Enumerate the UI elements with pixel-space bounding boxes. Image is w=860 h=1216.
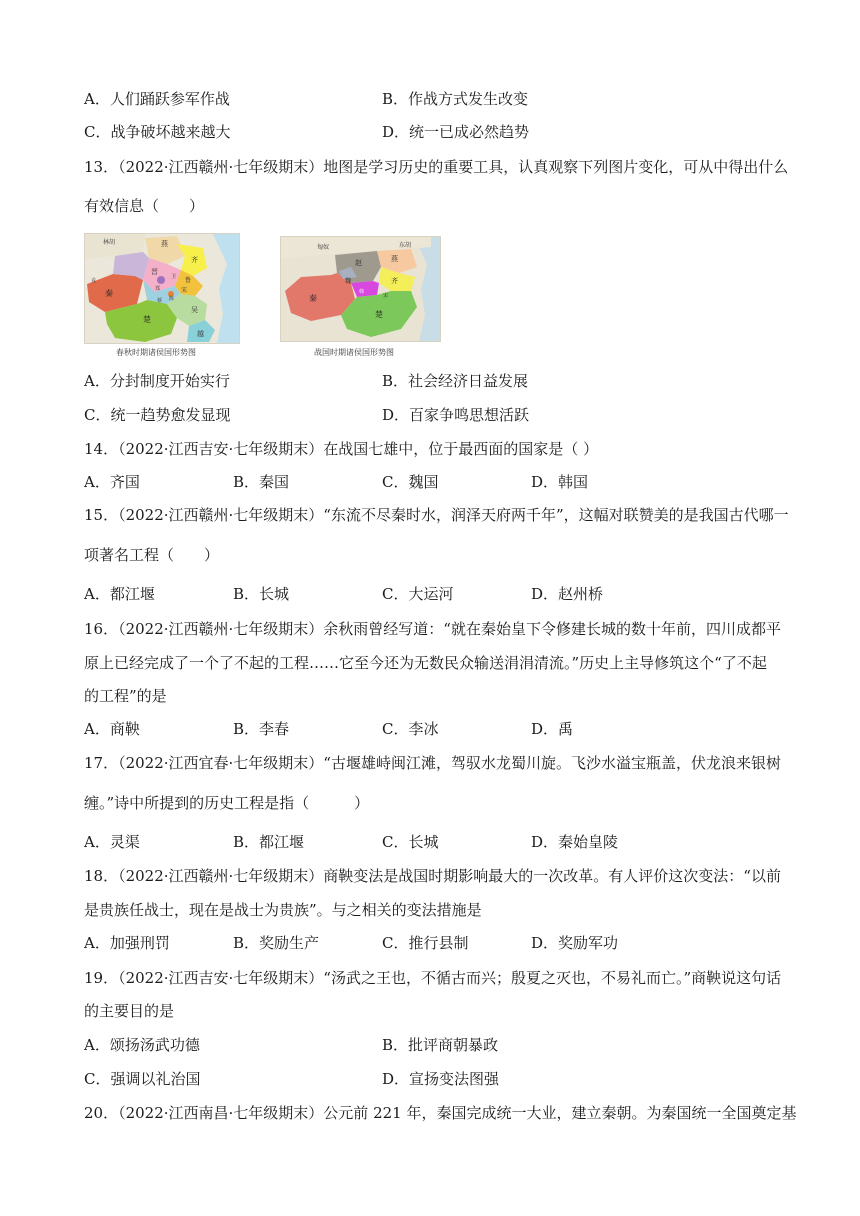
map1-label-10: 卫 [171,274,177,280]
q12-option-b[interactable]: B．作战方式发生改变 [382,90,529,108]
q13-option-b[interactable]: B．社会经济日益发展 [382,372,529,390]
q16-option-c[interactable]: C．李冰 [382,720,439,738]
map1-label-9: 越 [197,330,204,338]
q19-stem-line2: 的主要目的是 [84,1002,175,1020]
q13-option-a[interactable]: A．分封制度开始实行 [84,372,230,390]
map1-label-1: 燕 [161,240,168,248]
q19-option-b[interactable]: B．批评商朝暴政 [382,1036,499,1054]
map2-label-5: 齐 [391,277,398,285]
map1-label-13: 陈 [169,296,175,302]
warring-states-map-caption: 战国时期诸侯国形势图 [314,348,394,357]
q19-stem-line1: 19．（2022·江西吉安·七年级期末）“汤武之王也，不循古而兴；殷夏之灭也，不易礼而亡。”商鞅说这句话 [84,969,782,987]
q17-option-a[interactable]: A．灵渠 [84,833,140,851]
q18-option-c[interactable]: C．推行县制 [382,934,469,952]
q13-stem-line1: 13．（2022·江西赣州·七年级期末）地图是学习历史的重要工具，认真观察下列图片变化，可从中得出什么 [84,158,789,176]
q16-option-a[interactable]: A．商鞅 [84,720,140,738]
q14-option-d[interactable]: D．韩国 [531,473,589,491]
map2-label-2: 燕 [391,255,398,263]
q15-option-b[interactable]: B．长城 [233,585,290,603]
q14-option-a[interactable]: A．齐国 [84,473,140,491]
q19-option-a[interactable]: A．颂扬汤武功德 [84,1036,200,1054]
q12-option-c[interactable]: C．战争破坏越来越大 [84,123,231,141]
q13-stem-line2: 有效信息（ ） [84,197,205,215]
map2-label-0: 匈奴 [317,244,330,251]
q13-option-d[interactable]: D．百家争鸣思想活跃 [382,406,530,424]
map1-label-6: 宋 [181,287,188,294]
q16-stem-line1: 16．（2022·江西赣州·七年级期末）余秋雨曾经写道：“就在秦始皇下令修建长城的数十年前，四川成都平 [84,620,781,638]
q18-option-b[interactable]: B．奖励生产 [233,934,320,952]
map1-label-0: 林胡 [103,239,116,246]
q16-option-d[interactable]: D．禹 [531,720,574,738]
map2-label-8: 楚 [375,310,383,319]
q16-stem-line3: 的工程”的是 [84,687,167,705]
q15-stem-line2: 项著名工程（ ） [84,546,220,564]
map2-label-9: 宋 [383,293,389,299]
spring-autumn-map-graphic [85,234,239,343]
map1-label-7: 楚 [143,315,151,324]
map1-label-11: 戎 [91,278,97,284]
q19-option-c[interactable]: C．强调以礼治国 [84,1070,201,1088]
q17-option-b[interactable]: B．都江堰 [233,833,305,851]
map1-label-5: 鲁 [185,277,192,284]
q18-option-a[interactable]: A．加强刑罚 [84,934,170,952]
map2-label-1: 东胡 [399,242,412,249]
q19-option-d[interactable]: D．宣扬变法图强 [382,1070,500,1088]
q15-option-c[interactable]: C．大运河 [382,585,454,603]
map1-label-8: 吴 [191,306,198,314]
map2-label-7: 韩 [359,289,365,295]
spring-autumn-map [84,233,240,344]
warring-states-map [280,236,441,342]
map2-label-3: 赵 [355,259,362,267]
q12-option-d[interactable]: D．统一已成必然趋势 [382,123,530,141]
q16-option-b[interactable]: B．李春 [233,720,290,738]
map1-label-4: 秦 [105,289,113,298]
q20-stem-line1: 20．（2022·江西南昌·七年级期末）公元前 221 年，秦国完成统一大业，建立秦朝。为秦国统一全国奠定基 [84,1104,797,1122]
spring-autumn-map-caption: 春秋时期诸侯国形势图 [116,348,196,357]
warring-states-map-graphic [281,237,440,341]
map2-label-4: 魏 [345,278,352,285]
q18-stem-line1: 18．（2022·江西赣州·七年级期末）商鞅变法是战国时期影响最大的一次改革。有人评价这次变法：“以前 [84,867,781,885]
q17-option-c[interactable]: C．长城 [382,833,439,851]
q16-stem-line2: 原上已经完成了一个了不起的工程……它至今还为无数民众输送涓涓清流。”历史上主导修筑这个“了不起 [84,654,767,672]
q14-option-c[interactable]: C．魏国 [382,473,439,491]
map1-label-2: 齐 [191,256,198,264]
map1-label-14: 蔡 [157,298,163,304]
map2-label-6: 秦 [309,294,317,303]
q17-stem-line1: 17．（2022·江西宜春·七年级期末）“古堰雄峙闽江滩，驾驭水龙蜀川旋。飞沙水溢宝瓶盖，伏龙浪来银树 [84,754,781,772]
q18-option-d[interactable]: D．奖励军功 [531,934,619,952]
q13-option-c[interactable]: C．统一趋势愈发显现 [84,406,231,424]
q18-stem-line2: 是贵族任战士，现在是战士为贵族”。与之相关的变法措施是 [84,901,482,919]
q15-option-a[interactable]: A．都江堰 [84,585,155,603]
q17-stem-line2: 缠。”诗中所提到的历史工程是指（ ） [84,794,370,812]
map1-label-3: 晋 [151,268,158,276]
q17-option-d[interactable]: D．秦始皇陵 [531,833,619,851]
q15-option-d[interactable]: D．赵州桥 [531,585,604,603]
q14-stem-line1: 14．（2022·江西吉安·七年级期末）在战国七雄中，位于最西面的国家是（ ） [84,440,599,458]
q14-option-b[interactable]: B．秦国 [233,473,290,491]
q15-stem-line1: 15．（2022·江西赣州·七年级期末）“东流不尽秦时水，润泽天府两千年”，这幅对联赞美的是我国古代哪一 [84,506,789,524]
q12-option-a[interactable]: A．人们踊跃参军作战 [84,90,230,108]
map1-label-12: 郑 [155,286,161,292]
